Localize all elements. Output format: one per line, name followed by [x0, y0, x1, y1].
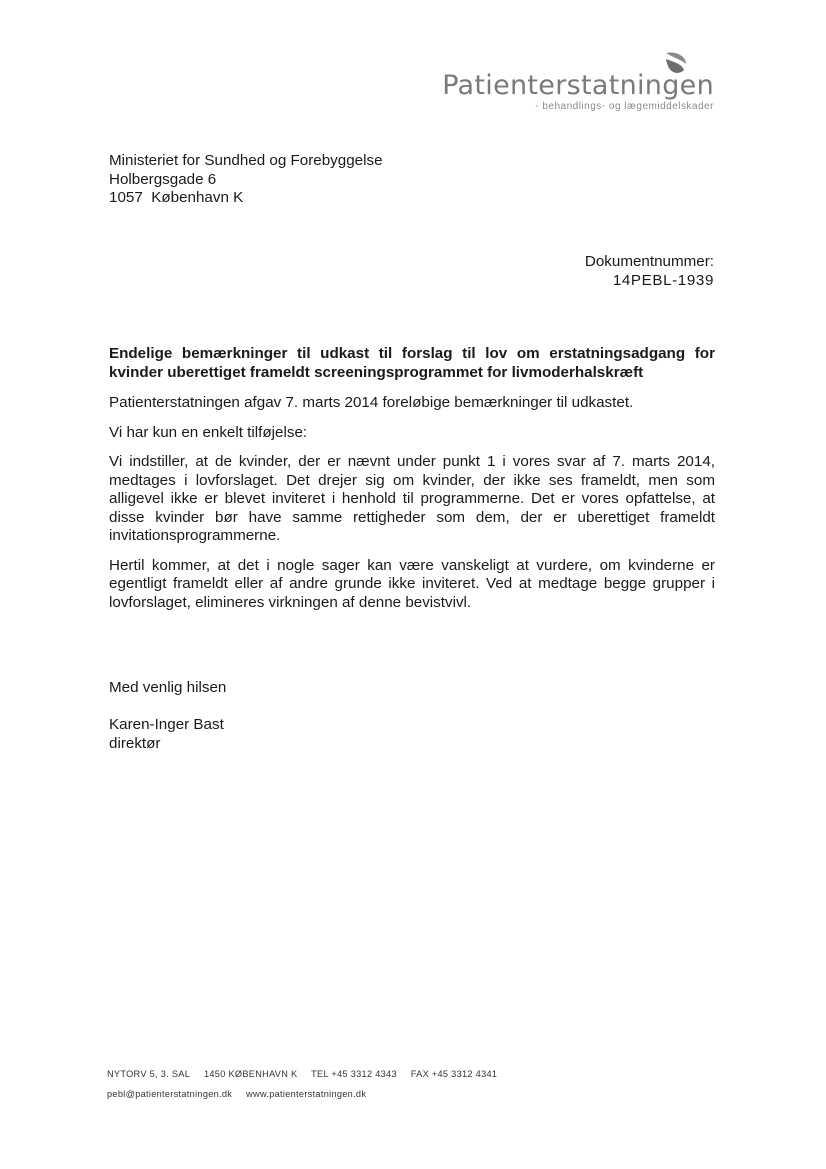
paragraph: Vi har kun en enkelt tilføjelse:: [109, 423, 308, 441]
recipient-line: Ministeriet for Sundhed og Forebyggelse: [109, 152, 383, 169]
footer-city: 1450 KØBENHAVN K: [203, 1069, 298, 1079]
paragraph: Hertil kommer, at det i nogle sager kan være vanskeligt at vurdere, om kvinderne er egentligt frameldt eller af andre grunde ikke inviteret. Ved at medtage begge grupper i lovforslaget, elimineres virkningen af denne bevistvivl.: [109, 556, 715, 611]
closing-greeting: Med venlig hilsen: [109, 679, 227, 696]
footer-address: NYTORV 5, 3. SAL: [107, 1069, 191, 1079]
paragraph: Vi indstiller, at de kvinder, der er nævnt under punkt 1 i vores svar af 7. marts 2014, medtages i lovforslaget. Det drejer sig om kvinder, der ikke ses frameldt, men som alligevel ikke er blevet inviteret i henhold til programmerne. Det er vores opfattelse, at disse kvinder bør have samme rettigheder som dem, der er uberettiget frameldt invitationsprogrammerne.: [109, 453, 715, 544]
recipient-line: 1057 København K: [109, 189, 244, 206]
company-logo: [442, 48, 720, 112]
footer-web-row: [107, 1089, 508, 1109]
letter-body: [109, 345, 715, 623]
recipient-line: Holbergsgade 6: [109, 170, 217, 188]
recipient-address: [109, 152, 383, 208]
document-number-block: [585, 253, 714, 290]
signer-title: direktør: [109, 734, 161, 752]
footer-contact-row: [107, 1069, 508, 1089]
logo-tagline: - behandlings- og lægemiddelskader: [535, 101, 714, 112]
letter-footer: [107, 1069, 508, 1109]
document-number: 14PEBL-1939: [612, 271, 714, 289]
footer-fax: FAX +45 3312 4341: [410, 1069, 498, 1079]
footer-tel: TEL +45 3312 4343: [311, 1069, 397, 1079]
letter-subject: Endelige bemærkninger til udkast til forslag til lov om erstatningsadgang for kvinder uberettiget frameldt screeningsprogrammet for livmoderhalskræft: [109, 345, 715, 381]
paragraph: Patienterstatningen afgav 7. marts 2014 foreløbige bemærkninger til udkastet.: [109, 394, 634, 411]
document-number-label: Dokumentnummer:: [584, 253, 714, 270]
signer-name: Karen-Inger Bast: [109, 716, 224, 733]
footer-website[interactable]: www.patienterstatningen.dk: [246, 1089, 367, 1099]
signature-block: [109, 716, 224, 753]
footer-email[interactable]: pebl@patienterstatningen.dk: [107, 1089, 233, 1099]
logo-name: Patienterstatningen: [442, 70, 714, 101]
